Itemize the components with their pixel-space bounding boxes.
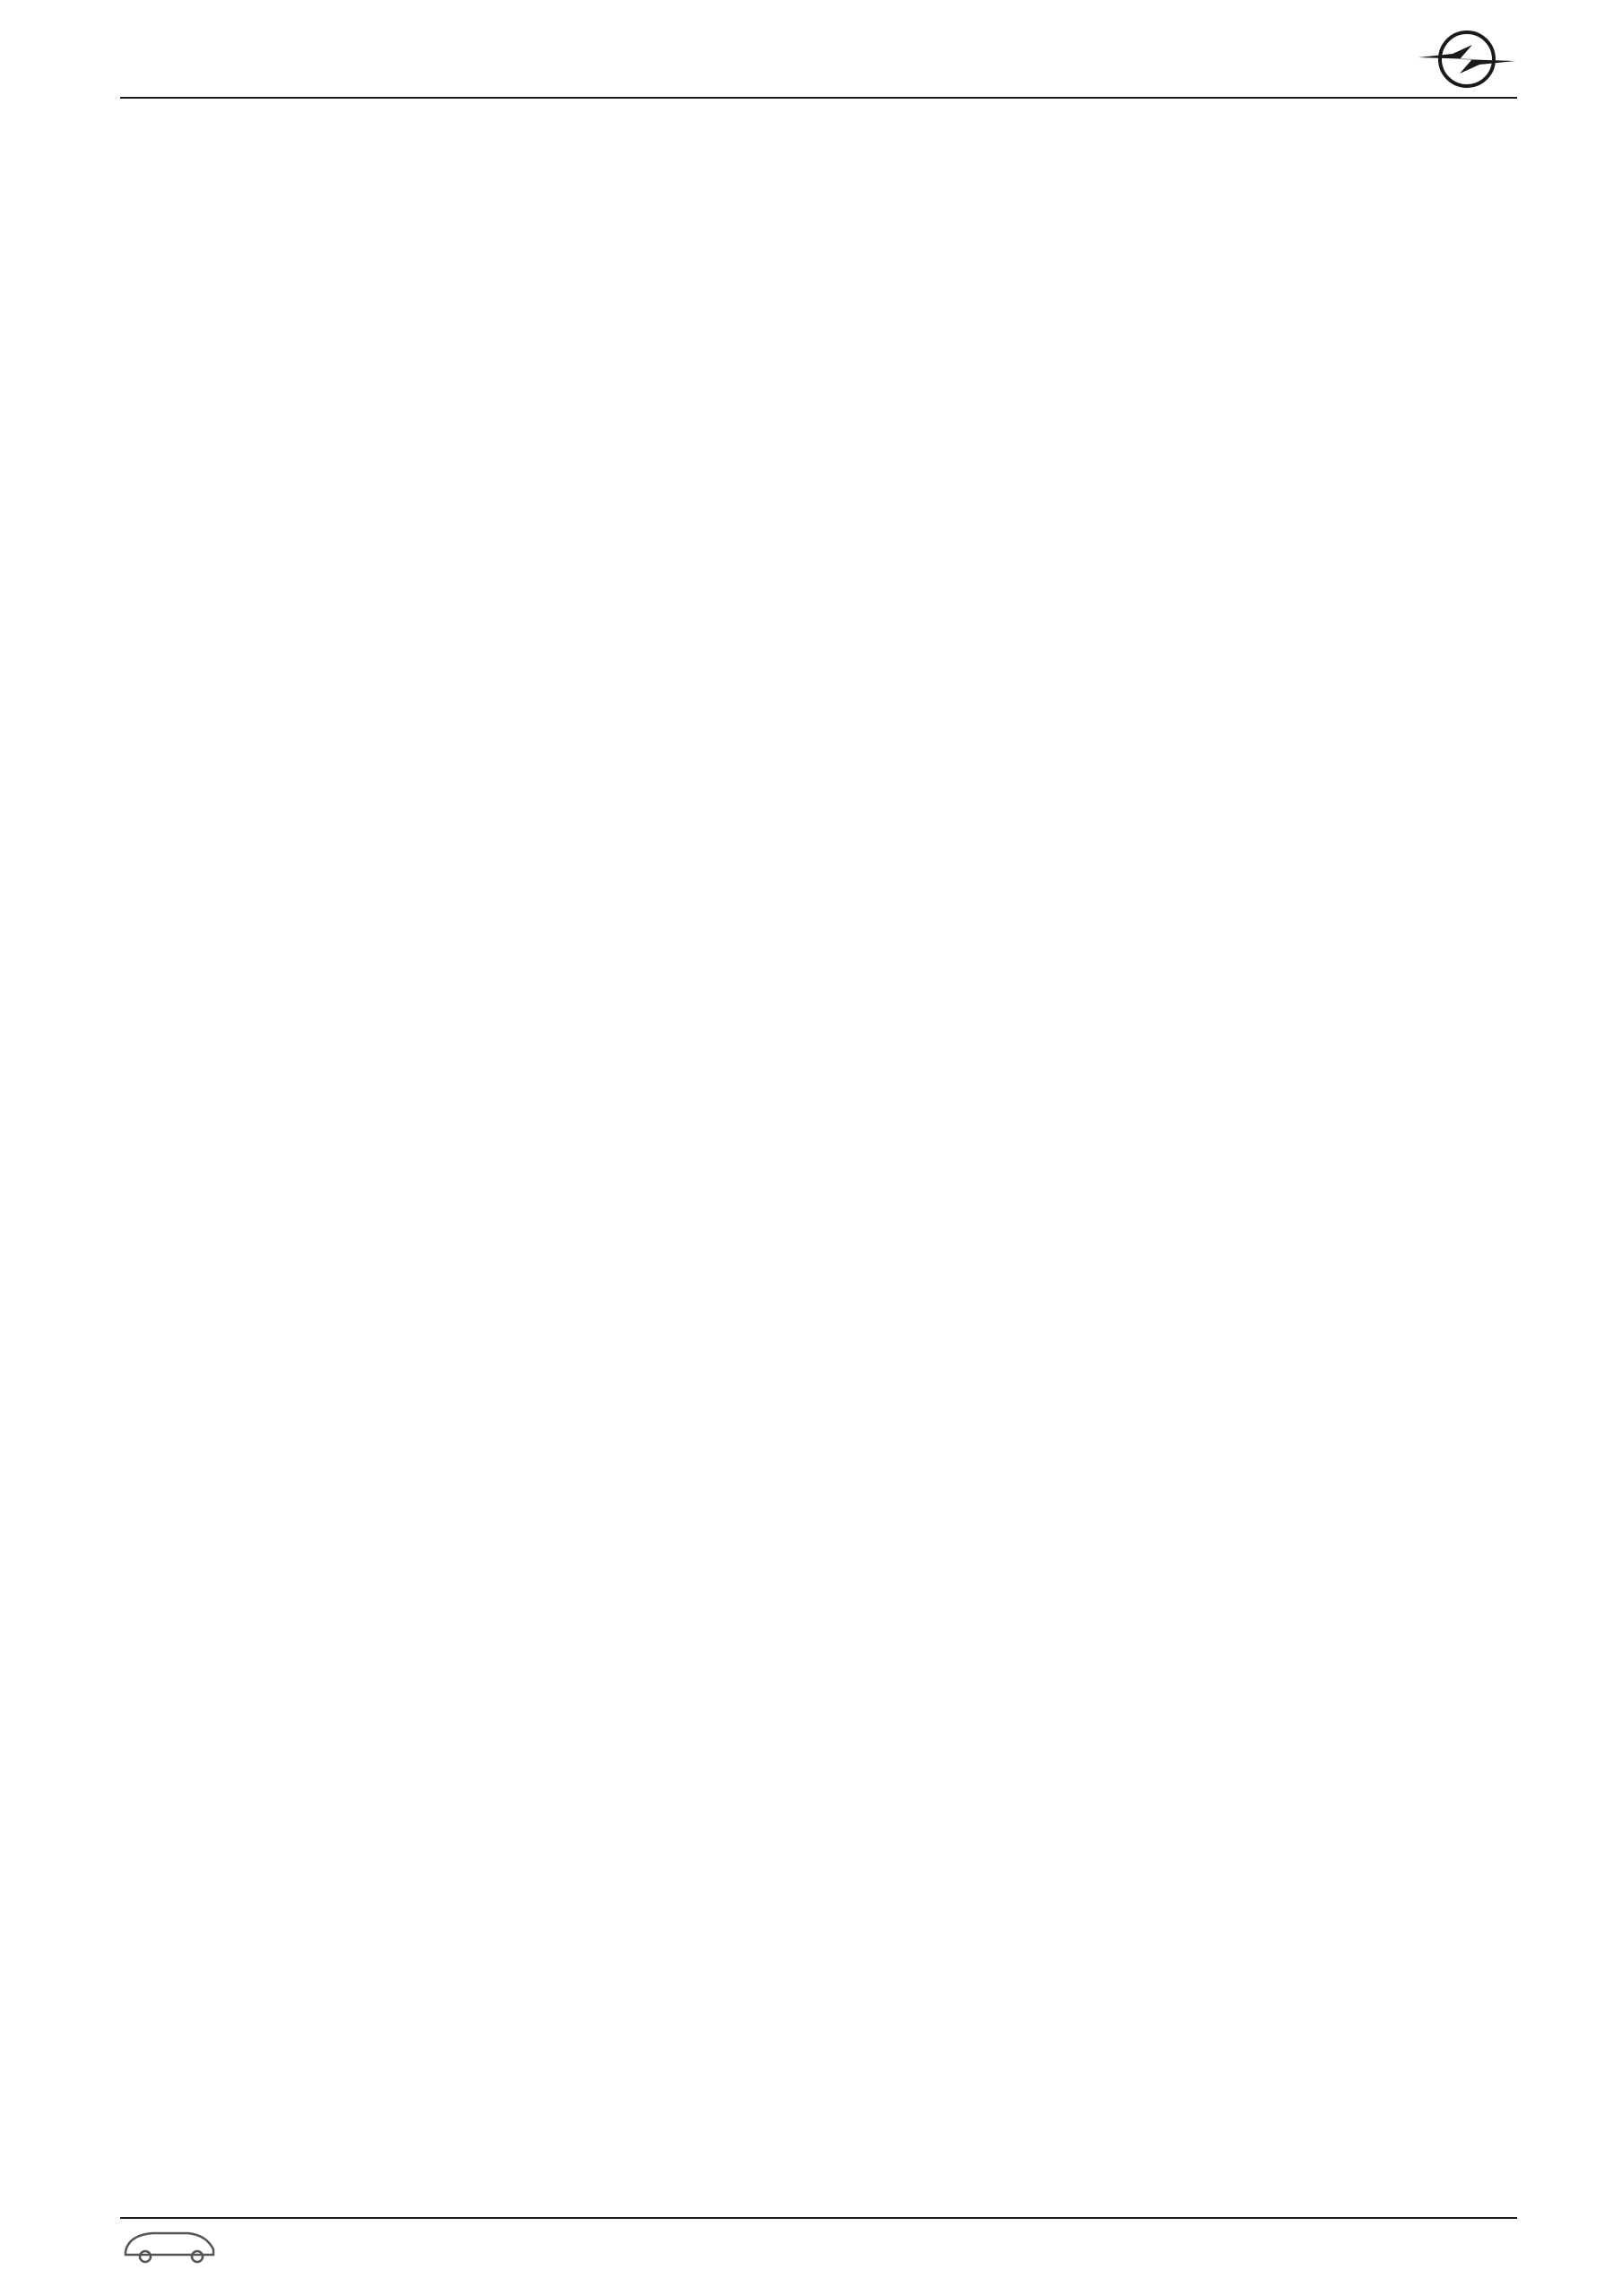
table-of-contents bbox=[194, 190, 1440, 307]
page-header bbox=[120, 52, 1517, 99]
kfz-verlag-logo-icon bbox=[113, 2224, 228, 2285]
opel-blitz-logo-icon bbox=[1417, 27, 1517, 91]
footer-rule bbox=[120, 2217, 1517, 2219]
section-title bbox=[194, 248, 1440, 307]
